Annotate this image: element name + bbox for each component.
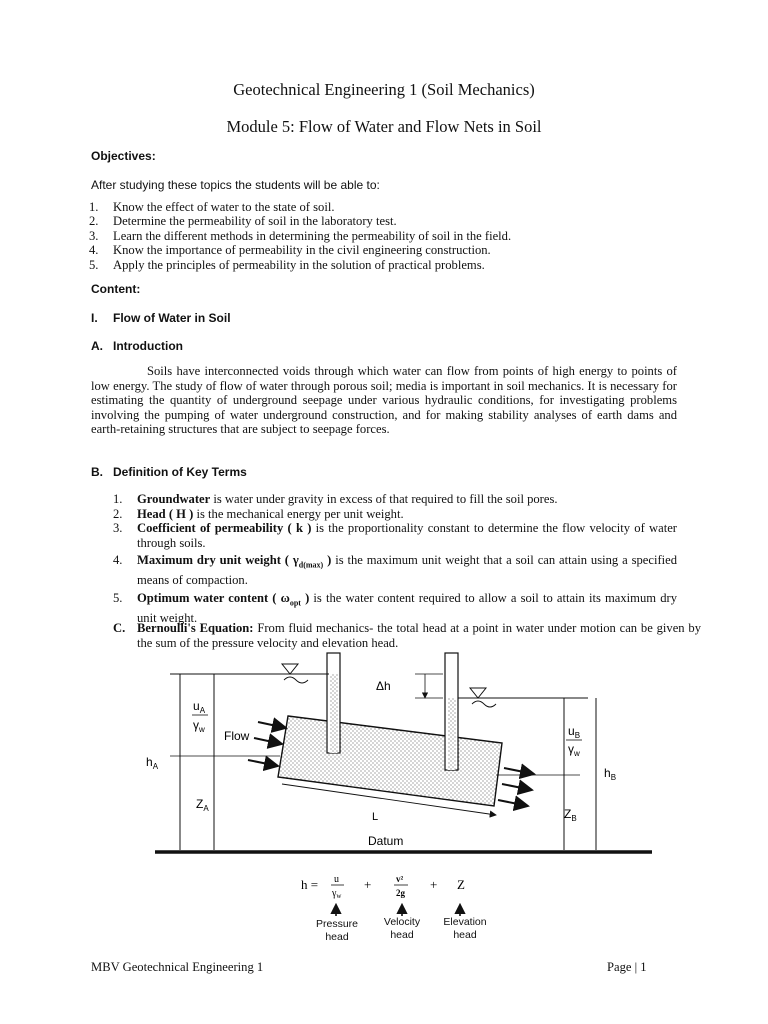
page-number: Page | 1 <box>607 960 647 974</box>
eq-u: u <box>334 874 339 885</box>
water-level-marker-right <box>470 688 486 698</box>
pressure-head-label: Pressure head <box>315 918 358 943</box>
eq-2g: 2g <box>396 888 405 898</box>
zB-label: $Z_B$ <box>564 807 577 823</box>
document-title: Geotechnical Engineering 1 (Soil Mechanics) <box>233 80 535 99</box>
uA-label: $u_A$ <box>193 699 206 715</box>
objective-item: 2. Determine the permeability of soil in the laboratory test. <box>89 214 397 229</box>
terms-list <box>113 492 677 626</box>
section-i-heading: I. Flow of Water in Soil <box>91 311 231 325</box>
gamma-w-label-right: $\gamma_w$ <box>568 742 580 758</box>
eq-plus-2: + <box>430 877 438 892</box>
objective-item: 1. Know the effect of water to the state of soil. <box>89 200 335 214</box>
intro-paragraph: Soils have interconnected voids through which water can flow from points of high energy to points of low energy. The study of flow of water through porous soil; media is important in soil mechanics. It is necessary for estimating the quantity of underground seepage under various hydraulic conditions, for investigating problems involving the pumping of water underground construction, and for making stability analyses of earth dams and earth-retaining structures that are subject to seepage forces. <box>91 364 677 437</box>
objectives-intro: After studying these topics the students will be able to: <box>91 178 380 192</box>
term-item: 2. Head ( H ) is the mechanical energy per unit weight. <box>113 506 404 521</box>
term-item: 4. Maximum dry unit weight ( $\gamma_{d(max)}$ ) is the maximum unit weight that a soil can attain using a specified means of compaction. <box>113 553 678 588</box>
eq-gamma-w: $\gamma_w$ <box>332 888 342 900</box>
bernoulli-flow-diagram <box>140 650 660 860</box>
eq-z: Z <box>457 877 465 892</box>
section-a-heading: A. Introduction <box>91 339 183 353</box>
right-piezometer-water <box>448 698 456 770</box>
term-item: 3. Coefficient of permeability ( k ) is the proportionality constant to determine the flow velocity of water through soils. <box>113 521 677 550</box>
gamma-w-label-left: $\gamma_w$ <box>193 718 205 734</box>
zA-label: $Z_A$ <box>196 797 209 813</box>
term-item: 5. Optimum water content ( $\omega_{opt}$ ) is the water content required to allow a soil to attain its maximum dry unit weight. <box>113 591 677 626</box>
left-piezometer-water <box>330 674 338 753</box>
datum-label: Datum <box>368 834 404 848</box>
objective-item: 3. Learn the different methods in determining the permeability of soil in the field. <box>89 228 512 243</box>
objectives-list <box>89 200 689 272</box>
hA-label: $h_A$ <box>146 755 159 771</box>
velocity-head-label: Velocity head <box>383 916 421 941</box>
delta-h-label: Δh <box>376 679 391 693</box>
eq-plus-1: + <box>364 877 372 892</box>
content-heading: Content: <box>91 282 141 296</box>
eq-v2: v² <box>396 874 404 884</box>
section-b-heading: B. Definition of Key Terms <box>91 465 247 479</box>
section-c-paragraph: C. Bernoulli's Equation: From fluid mechanics- the total head at a point in water under motion can be given by the sum of the pressure velocity and elevation head. <box>113 621 702 650</box>
term-item: 1. Groundwater is water under gravity in excess of that required to fill the soil pores. <box>113 492 558 506</box>
objective-item: 4. Know the importance of permeability in the civil engineering construction. <box>89 243 491 258</box>
hB-label: $h_B$ <box>604 766 617 782</box>
uB-label: $u_B$ <box>568 724 581 740</box>
elevation-head-label: Elevation head <box>443 916 487 941</box>
eq-h: h = <box>301 877 319 892</box>
L-label: L <box>372 811 379 823</box>
footer-left: MBV Geotechnical Engineering 1 <box>91 960 264 974</box>
objective-item: 5. Apply the principles of permeability in the solution of practical problems. <box>89 257 485 272</box>
water-level-marker-left <box>282 664 298 674</box>
flow-label: Flow <box>224 729 250 743</box>
soil-sample <box>278 716 502 806</box>
objectives-heading: Objectives: <box>91 149 156 163</box>
module-title: Module 5: Flow of Water and Flow Nets in Soil <box>226 117 542 136</box>
